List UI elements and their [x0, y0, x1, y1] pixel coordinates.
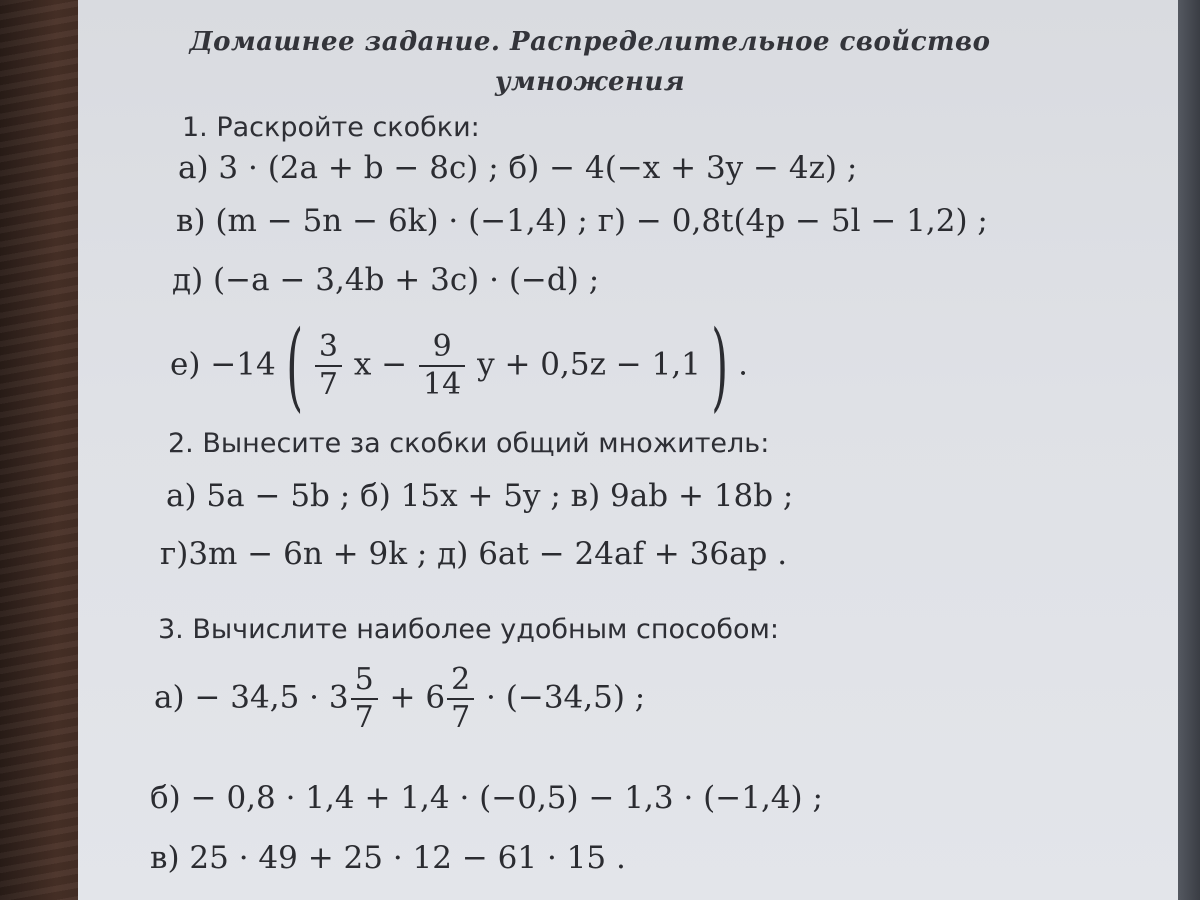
line-e-label: е) — [170, 346, 201, 383]
fraction-denominator: 7 — [318, 367, 338, 402]
fraction-denominator: 7 — [451, 700, 471, 735]
line-e-var1: x − — [353, 346, 408, 383]
section-3-line-a — [154, 662, 645, 736]
fraction-9-14 — [419, 329, 465, 403]
section-1-heading: 1. Раскройте скобки: — [182, 112, 480, 143]
line-e-end: . — [738, 346, 748, 383]
fraction-numerator: 3 — [315, 329, 342, 367]
right-paren: ) — [711, 310, 728, 422]
fraction-numerator: 9 — [419, 329, 465, 367]
line-a-part1: − 34,5 · 3 — [194, 679, 349, 716]
line-e-prefix: −14 — [210, 346, 276, 383]
section-1-line-a: а) 3 · (2a + b − 8c) ; б) − 4(−x + 3y − 4z) ; — [178, 150, 858, 186]
line-a-label: а) — [154, 679, 185, 716]
title-line-2: умножения — [494, 67, 686, 97]
section-2-line-1: а) 5a − 5b ; б) 15x + 5y ; в) 9ab + 18b ; — [166, 478, 794, 514]
document-title — [160, 22, 1020, 102]
line-a-part3: · (−34,5) ; — [486, 679, 646, 716]
left-paren: ( — [285, 310, 303, 422]
fraction-denominator: 14 — [423, 367, 462, 402]
fraction-3-7 — [315, 329, 342, 403]
fraction-2-7 — [447, 662, 474, 736]
title-line-1: Домашнее задание. Распределительное свойство — [189, 27, 991, 57]
fraction-5-7 — [351, 662, 378, 736]
section-2-heading: 2. Вынесите за скобки общий множитель: — [168, 428, 770, 459]
section-3-line-v: в) 25 · 49 + 25 · 12 − 61 · 15 . — [150, 840, 626, 876]
section-3-line-b: б) − 0,8 · 1,4 + 1,4 · (−0,5) − 1,3 · (−1,4) ; — [150, 780, 823, 816]
line-a-part2: + 6 — [389, 679, 446, 716]
fraction-numerator: 2 — [447, 662, 474, 700]
fraction-numerator: 5 — [351, 662, 378, 700]
line-e-tail: y + 0,5z − 1,1 — [477, 346, 701, 383]
fraction-denominator: 7 — [354, 700, 374, 735]
section-3-heading: 3. Вычислите наиболее удобным способом: — [158, 614, 779, 645]
section-1-line-v: в) (m − 5n − 6k) · (−1,4) ; г) − 0,8t(4p − 5l − 1,2) ; — [176, 203, 988, 239]
section-1-line-d: д) (−a − 3,4b + 3c) · (−d) ; — [172, 262, 600, 298]
section-1-line-e — [170, 310, 748, 422]
section-2-line-2: г)3m − 6n + 9k ; д) 6at − 24af + 36ap . — [160, 536, 788, 572]
